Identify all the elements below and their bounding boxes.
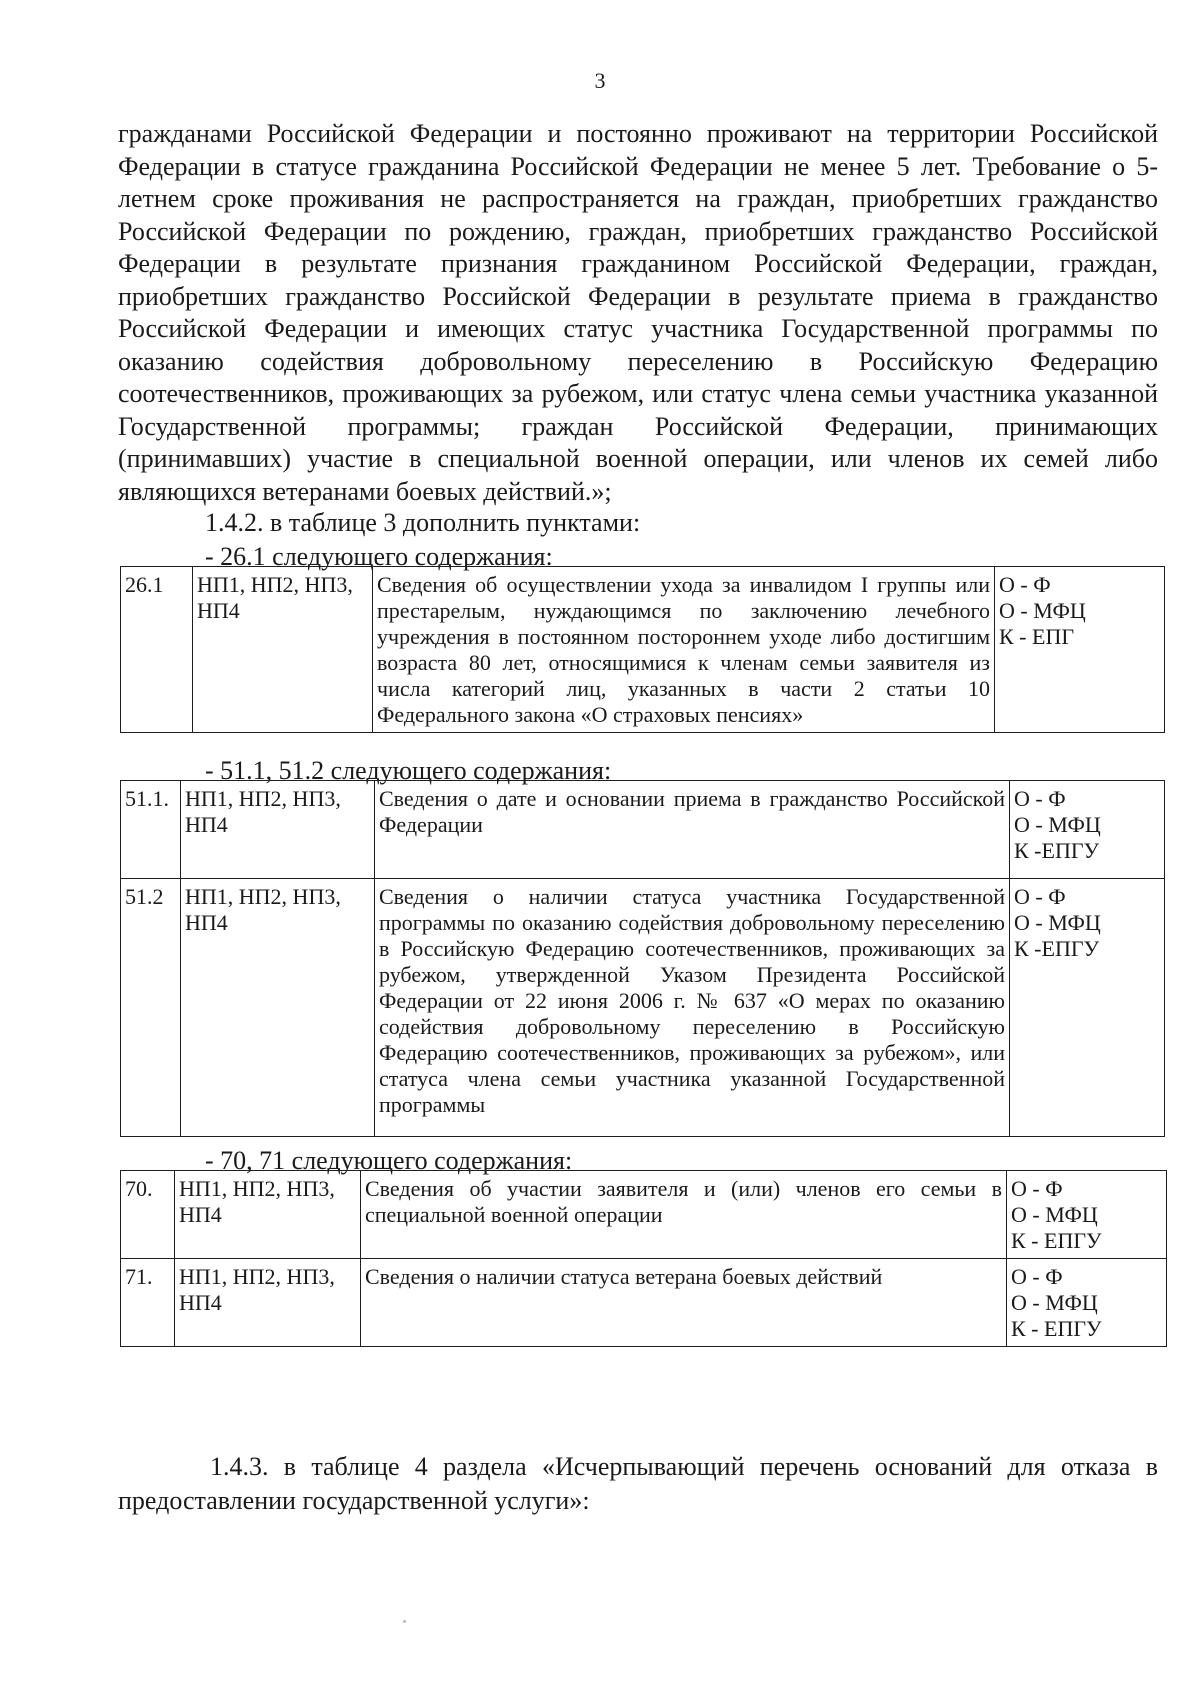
source-item: О - МФЦ <box>999 598 1086 623</box>
item-1-4-3: 1.4.3. в таблице 4 раздела «Исчерпывающий перечень оснований для отказа в предоставлении государственной услуги»: <box>118 1452 1158 1515</box>
row-number: 51.1. <box>121 781 181 879</box>
table-70-71 <box>120 1170 1167 1347</box>
source-item: О - Ф <box>999 572 1051 597</box>
row-description: Сведения о дате и основании приема в гражданство Российской Федерации <box>375 781 1010 879</box>
row-codes: НП1, НП2, НП3, НП4 <box>181 879 375 1137</box>
row-codes: НП1, НП2, НП3, НП4 <box>175 1259 361 1347</box>
table-26-1 <box>120 566 1165 733</box>
row-description: Сведения об участии заявителя и (или) членов его семьи в специальной военной операции <box>361 1171 1007 1259</box>
row-number: 51.2 <box>121 879 181 1137</box>
row-codes: НП1, НП2, НП3, НП4 <box>175 1171 361 1259</box>
table-row <box>121 781 1165 879</box>
row-sources <box>1007 1171 1167 1259</box>
page-number: 3 <box>594 68 606 93</box>
intro-paragraph: гражданами Российской Федерации и постоянно проживают на территории Российской Федерации в статусе гражданина Российской Федерации не менее 5 лет. Требование о 5-летнем сроке проживания не распространяется на граждан, приобретших гражданство Российской Федерации по рождению, граждан, приобретших гражданство Российской Федерации в результате признания гражданином Российской Федерации, граждан, приобретших гражданство Российской Федерации в результате приема в гражданство Российской Федерации и имеющих статус участника Государственной программы по оказанию содействия добровольному переселению в Российскую Федерацию соотечественников, проживающих за рубежом, или статус члена семьи участника указанной Государственной программы; граждан Российской Федерации, принимающих (принимавших) участие в специальной военной операции, или членов их семей либо являющихся ветеранами боевых действий.»; <box>118 119 1158 506</box>
row-sources <box>1010 879 1165 1137</box>
row-sources <box>1010 781 1165 879</box>
source-item: О - МФЦ <box>1011 1202 1098 1227</box>
source-item: К - ЕПГУ <box>1011 1228 1102 1253</box>
heading-26-1: - 26.1 следующего содержания: <box>205 542 553 571</box>
row-codes: НП1, НП2, НП3, НП4 <box>193 567 373 733</box>
scan-speck <box>403 1620 406 1623</box>
row-description: Сведения об осуществлении ухода за инвалидом I группы или престарелым, нуждающимся по заключению лечебного учреждения в постоянном постороннем уходе либо достигшим возраста 80 лет, относящимися к членам семьи заявителя из числа категорий лиц, указанных в части 2 статьи 10 Федерального закона «О страховых пенсиях» <box>373 567 995 733</box>
row-number: 26.1 <box>121 567 193 733</box>
source-item: О - Ф <box>1011 1176 1063 1201</box>
heading-70-71: - 70, 71 следующего содержания: <box>205 1146 573 1175</box>
source-item: К -ЕПГУ <box>1014 838 1100 863</box>
table-row <box>121 1259 1167 1347</box>
source-item: О - Ф <box>1014 786 1066 811</box>
source-item: О - МФЦ <box>1014 812 1101 837</box>
table-51 <box>120 780 1165 1137</box>
row-number: 70. <box>121 1171 175 1259</box>
row-sources <box>1007 1259 1167 1347</box>
source-item: К - ЕПГ <box>999 624 1075 649</box>
source-item: О - Ф <box>1014 884 1066 909</box>
source-item: К -ЕПГУ <box>1014 936 1100 961</box>
row-number: 71. <box>121 1259 175 1347</box>
table-row <box>121 879 1165 1137</box>
row-description: Сведения о наличии статуса ветерана боевых действий <box>361 1259 1007 1347</box>
row-description: Сведения о наличии статуса участника Государственной программы по оказанию содействия добровольному переселению в Российскую Федерацию соотечественников, проживающих за рубежом, утвержденной Указом Президента Российской Федерации от 22 июня 2006 г. № 637 «О мерах по оказанию содействия добровольному переселению в Российскую Федерацию соотечественников, проживающих за рубежом», или статуса члена семьи участника указанной Государственной программы <box>375 879 1010 1137</box>
item-1-4-2: 1.4.2. в таблице 3 дополнить пунктами: <box>205 508 641 537</box>
table-row <box>121 1171 1167 1259</box>
row-sources <box>995 567 1165 733</box>
source-item: О - Ф <box>1011 1264 1063 1289</box>
source-item: К - ЕПГУ <box>1011 1316 1102 1341</box>
heading-51: - 51.1, 51.2 следующего содержания: <box>205 756 612 785</box>
source-item: О - МФЦ <box>1014 910 1101 935</box>
table-row <box>121 567 1165 733</box>
row-codes: НП1, НП2, НП3, НП4 <box>181 781 375 879</box>
source-item: О - МФЦ <box>1011 1290 1098 1315</box>
